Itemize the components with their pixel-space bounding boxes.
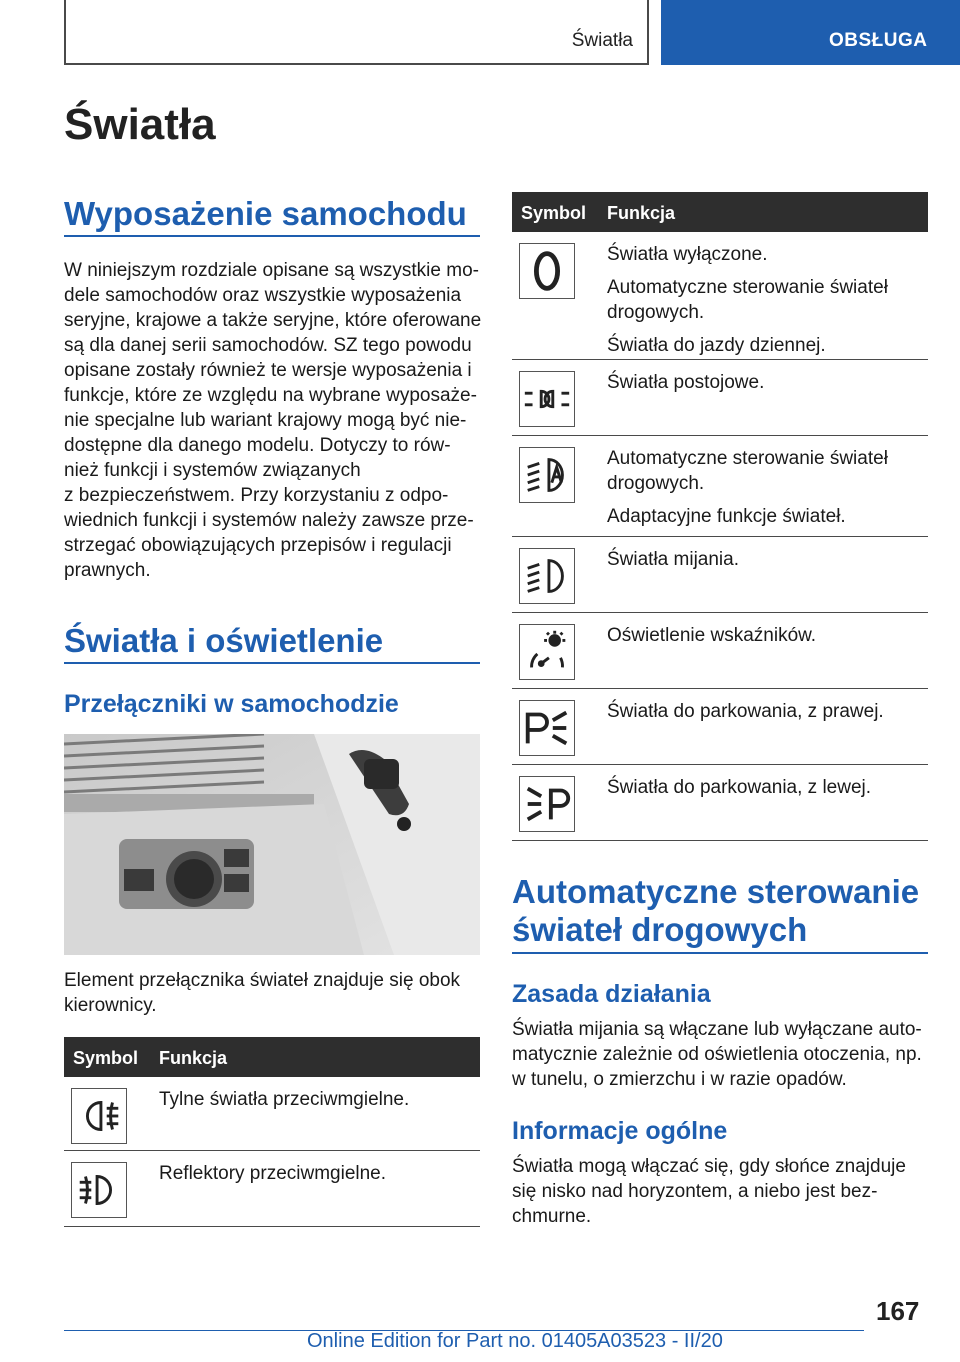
lights-off-icon	[519, 243, 575, 299]
row-text	[607, 623, 924, 656]
row-label: Reflektory przeciwmgielne.	[159, 1163, 387, 1184]
heading-principle: Zasada działania	[512, 980, 711, 1008]
switch-photo	[64, 734, 480, 955]
row-label: Oświetlenie wskaźników.	[607, 625, 817, 646]
general-paragraph	[512, 1154, 942, 1229]
text-line: seryjne, krajowe a także seryjne, które oferowane	[64, 310, 482, 331]
row-label: Światła wyłączone.	[607, 244, 768, 265]
equipment-paragraph	[64, 258, 484, 583]
page-number: 167	[876, 1296, 920, 1326]
heading-switches: Przełączniki w samochodzie	[64, 690, 399, 718]
row-label	[607, 446, 924, 496]
heading-lights: Światła i oświetlenie	[64, 622, 384, 659]
auto-headlight-icon	[519, 447, 575, 503]
switches-caption	[64, 968, 484, 1018]
text-line: chmurne.	[512, 1206, 592, 1227]
table-row	[512, 689, 928, 765]
heading-line: świateł drogowych	[512, 911, 808, 948]
row-text	[607, 370, 924, 403]
rear-fog-light-icon	[71, 1088, 127, 1144]
text-line: się nisko nad horyzontem, a niebo jest bez-	[512, 1181, 878, 1202]
header-section-label: Światła	[571, 30, 633, 51]
parking-light-right-icon	[519, 700, 575, 756]
table-row	[512, 613, 928, 689]
text-line: opisane zostały również te wersje wyposażenia i	[64, 360, 472, 381]
row-text	[607, 775, 924, 808]
row-text	[159, 1087, 476, 1120]
col-function: Funkcja	[159, 1048, 228, 1068]
col-symbol: Symbol	[73, 1048, 139, 1068]
text-line: w tunelu, o zmierzchu i w razie opadów.	[512, 1069, 847, 1090]
row-label: Światła do jazdy dziennej.	[607, 335, 826, 356]
footer-edition: Online Edition for Part no. 01405A03523 - II/20	[307, 1330, 723, 1352]
heading-rule	[512, 952, 928, 954]
row-text	[607, 242, 924, 366]
light-switch-table	[512, 192, 928, 841]
page-title: Światła	[64, 100, 216, 149]
table-header	[512, 192, 928, 232]
row-label: Światła mijania.	[607, 549, 739, 570]
table-row	[512, 436, 928, 537]
text-line: drogowych.	[607, 302, 705, 323]
text-line: Automatyczne sterowanie świateł	[607, 448, 888, 469]
table-row	[512, 232, 928, 360]
row-label: Tylne światła przeciwmgielne.	[159, 1089, 410, 1110]
header-section-box	[64, 0, 649, 65]
table-row	[64, 1077, 480, 1151]
fog-lights-table	[64, 1037, 480, 1227]
heading-line: Automatyczne sterowanie	[512, 873, 920, 910]
table-header	[64, 1037, 480, 1077]
row-label: Światła do parkowania, z prawej.	[607, 701, 884, 722]
row-label: Światła do parkowania, z lewej.	[607, 777, 872, 798]
text-line: W niniejszym rozdziale opisane są wszystkie mo-	[64, 260, 479, 281]
row-text	[607, 699, 924, 732]
text-line: drogowych.	[607, 473, 705, 494]
text-line: z bezpieczeństwem. Przy korzystaniu z odpo-	[64, 485, 449, 506]
text-line: Światła mogą włączać się, gdy słońce znajduje	[512, 1156, 906, 1177]
header-chapter-label: OBSŁUGA	[829, 30, 928, 51]
text-line: nie specjalne lub wariant krajowy mogą być nie-	[64, 410, 467, 431]
text-line: nież funkcji i systemów związanych	[64, 460, 361, 481]
col-symbol: Symbol	[521, 203, 587, 223]
row-text	[159, 1161, 476, 1194]
col-function: Funkcja	[607, 203, 676, 223]
heading-rule	[64, 662, 480, 664]
table-row	[512, 765, 928, 841]
parking-light-left-icon	[519, 776, 575, 832]
heading-auto-headlights	[512, 873, 919, 949]
text-line: Automatyczne sterowanie świateł	[607, 277, 888, 298]
text-line: dostępne dla danego modelu. Dotyczy to rów-	[64, 435, 451, 456]
table-row	[512, 360, 928, 436]
text-line: Światła mijania są włączane lub wyłączane auto-	[512, 1019, 922, 1040]
text-line: są dla danej serii samochodów. SZ tego powodu	[64, 335, 472, 356]
row-label: Adaptacyjne funkcje świateł.	[607, 506, 846, 527]
heading-rule	[64, 235, 480, 237]
text-line: funkcje, które ze względu na wybrane wyposaże-	[64, 385, 477, 406]
principle-paragraph	[512, 1017, 942, 1092]
heading-general-info: Informacje ogólne	[512, 1117, 728, 1145]
text-line: prawnych.	[64, 560, 151, 581]
text-line: dele samochodów oraz wszystkie wyposażenia	[64, 285, 462, 306]
text-line: wiednich funkcji i systemów należy zawsze prze-	[64, 510, 474, 531]
low-beam-icon	[519, 548, 575, 604]
instrument-lighting-icon	[519, 624, 575, 680]
table-row	[64, 1151, 480, 1227]
row-label	[607, 275, 924, 325]
text-line: Element przełącznika świateł znajduje się obok	[64, 970, 461, 991]
heading-equipment: Wyposażenie samochodu	[64, 195, 467, 232]
row-label: Światła postojowe.	[607, 372, 765, 393]
header-chapter-tab[interactable]	[661, 0, 960, 65]
row-text	[607, 446, 924, 537]
table-row	[512, 537, 928, 613]
parking-lights-icon	[519, 371, 575, 427]
front-fog-light-icon	[71, 1162, 127, 1218]
text-line: kierownicy.	[64, 995, 157, 1016]
text-line: matycznie zależnie od oświetlenia otoczenia, np.	[512, 1044, 922, 1065]
text-line: strzegać obowiązujących przepisów i regulacji	[64, 535, 452, 556]
row-text	[607, 547, 924, 580]
